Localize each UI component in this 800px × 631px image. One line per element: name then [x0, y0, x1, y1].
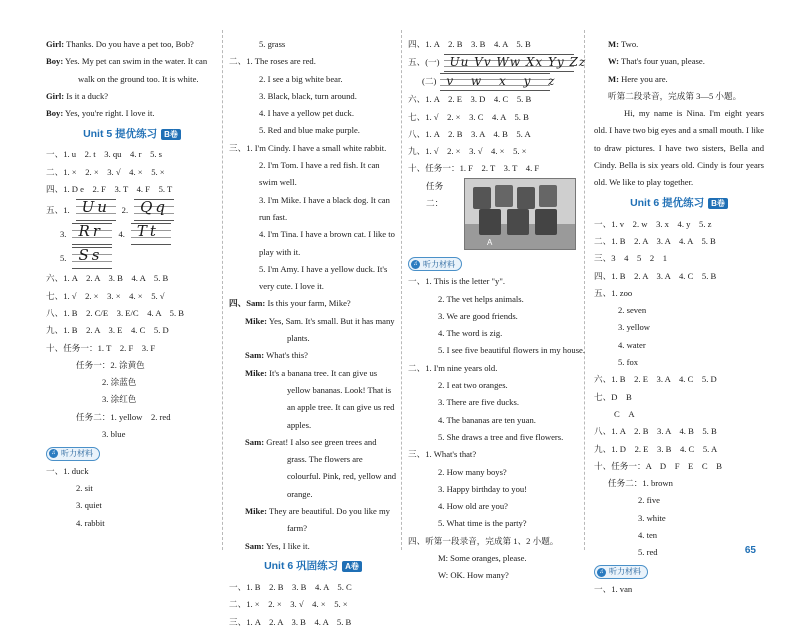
dialog-line: Sam: What's this? [245, 350, 308, 361]
answer-line: 七、1. √ 2. × 3. C 4. A 5. B [408, 111, 529, 122]
dialog-line: Sam: Great! I also see green trees and grass. The flowers are colourful. Pink, red, yellow and orange. [245, 436, 397, 499]
handwriting-row: 3. Rr 4. Tt [46, 222, 218, 246]
answer-line: 5. fox [618, 357, 639, 368]
page-number: 65 [744, 545, 756, 556]
answer-line: 一、1. v 2. w 3. x 4. y 5. z [594, 218, 712, 229]
answer-line: 任务二：1. brown [608, 478, 673, 489]
column-2 [229, 36, 397, 631]
column-1 [46, 36, 218, 532]
answer-line: 七、1. √ 2. × 3. × 4. × 5. √ [46, 290, 165, 301]
listening-material-tag: ♫ 听力材料 [594, 565, 648, 579]
dialog-line: Mike: Yes, Sam. It's small. But it has many plants. [245, 315, 395, 344]
dialog-line: Sam: Yes, I like it. [245, 540, 310, 551]
column-divider [222, 30, 223, 550]
dialog-line: W: That's four yuan, please. [608, 56, 705, 67]
dialog-line: Boy: Yes. My pet can swim in the water. It can walk on the ground too. It is white. [46, 56, 208, 84]
answer-line: 三、3 4 5 2 1 [594, 253, 668, 264]
listen-note: 听第二段录音，完成第 3—5 小题。 [608, 90, 742, 101]
listen-line: 5. She draws a tree and five flowers. [438, 431, 564, 442]
answer-line: 任务二：1. yellow 2. red [76, 411, 171, 422]
listen-line: 4. I have a yellow pet duck. [259, 108, 354, 119]
listen-line: 2. How many boys? [438, 466, 507, 477]
listen-line: 一、1. van [594, 584, 633, 595]
listen-line: 一、1. duck [46, 465, 89, 476]
dialog-line: Girl: Is it a duck? [46, 90, 109, 101]
listen-passage: Hi, my name is Nina. I'm eight years old. I have two big eyes and a small mouth. I like to draw pictures. I have two sisters, Bella and Cindy. Bella is six years old. Cindy is four years old. We like to play together. [594, 108, 764, 188]
listen-line: 5. grass [259, 39, 286, 49]
listen-line: 4. I'm Tina. I have a brown cat. I like to play with it. [259, 229, 395, 257]
unit-badge: A卷 [342, 561, 362, 572]
answer-line: 二、1. B 2. A 3. A 4. A 5. B [594, 235, 716, 246]
answer-line: 五、1. zoo [594, 287, 633, 298]
answer-line: 八、1. B 2. C/E 3. E/C 4. A 5. B [46, 307, 184, 318]
answer-line: 十、任务一：A D F E C B [594, 460, 722, 471]
answer-line: 4. ten [638, 530, 658, 541]
listen-line: 三、1. What's that? [408, 449, 477, 460]
svg-text:A: A [487, 237, 493, 247]
listen-line: 二、1. The roses are red. [229, 56, 316, 67]
column-divider [401, 30, 402, 550]
column-divider [584, 30, 585, 550]
answer-line: 2. seven [618, 305, 647, 316]
answer-line: 六、1. A 2. E 3. D 4. C 5. B [408, 94, 532, 105]
answer-line: C A [614, 408, 635, 419]
answer-line: 2. 涂蓝色 [102, 377, 137, 388]
answer-line: 十、任务一：1. F 2. T 3. T 4. F [408, 163, 540, 174]
handwriting-row: (二) v w x y z [408, 72, 576, 91]
answer-line: 八、1. A 2. B 3. A 4. B 5. A [408, 128, 531, 139]
answer-line: 5. red [638, 547, 658, 558]
listen-line: 三、1. I'm Cindy. I have a small white rabbit. [229, 142, 387, 153]
answer-line: 四、1. A 2. B 3. B 4. A 5. B [408, 39, 531, 49]
listen-line: 5. What time is the party? [438, 518, 527, 529]
answer-line: 3. yellow [618, 322, 650, 333]
listen-line: 2. I'm Tom. I have a red fish. It can swim well. [259, 160, 380, 188]
listen-line: 2. I eat two oranges. [438, 380, 508, 391]
listening-material-tag: ♫ 听力材料 [46, 447, 100, 461]
listen-line: 4. rabbit [76, 517, 105, 528]
listen-line: M: Some oranges, please. [438, 553, 527, 564]
answer-line: 3. blue [102, 429, 126, 440]
answer-line: 七、D B [594, 391, 632, 402]
column-3 [408, 36, 587, 585]
listen-line: 5. I see five beautiful flowers in my house. [438, 345, 586, 356]
answer-line: 4. water [618, 339, 646, 350]
answer-line: 一、1. B 2. B 3. B 4. A 5. C [229, 581, 352, 592]
listen-line: 3. We are good friends. [438, 310, 518, 321]
answer-line: 九、1. √ 2. × 3. √ 4. × 5. × [408, 146, 527, 157]
listen-line: 5. I'm Amy. I have a yellow duck. It's very cute. I love it. [259, 263, 388, 292]
answer-line: 二、1. × 2. × 3. √ 4. × 5. × [46, 166, 165, 177]
listen-line: 4. The bananas are ten yuan. [438, 414, 536, 425]
listen-line: 3. Happy birthday to you! [438, 483, 528, 494]
listen-line: 3. quiet [76, 500, 102, 511]
headphone-icon: ♫ [49, 449, 58, 458]
answer-line: 六、1. A 2. A 3. B 4. A 5. B [46, 273, 169, 284]
listen-line: 四、听第一段录音，完成第 1、2 小题。 [408, 535, 559, 546]
listen-line: 4. How old are you? [438, 501, 508, 512]
unit-heading: Unit 6 提优练习 B卷 [594, 192, 764, 216]
classroom-seats-picture [464, 178, 576, 250]
listen-line: 5. Red and blue make purple. [259, 125, 360, 136]
listen-line: 3. I'm Mike. I have a black dog. It can run fast. [259, 194, 390, 222]
dialog-line: 四、Sam: Is this your farm, Mike? [229, 298, 351, 309]
unit-heading: Unit 6 巩固练习 A卷 [229, 555, 397, 579]
handwriting-row: 五、(一) Uu Vv Ww Xx Yy Zz [408, 53, 576, 72]
listen-line: 3. Black, black, turn around. [259, 90, 357, 101]
listen-line: 2. sit [76, 483, 93, 494]
headphone-icon: ♫ [597, 568, 606, 577]
unit-badge: B卷 [708, 198, 728, 209]
listen-line: 2. I see a big white bear. [259, 73, 343, 84]
handwriting-row: 五、1. Uu 2. Qq [46, 198, 218, 222]
column-4 [594, 36, 764, 598]
dialog-line: Mike: They are beautiful. Do you like my farm? [245, 506, 390, 534]
listening-material-tag: ♫ 听力材料 [408, 257, 462, 271]
listen-line: 2. The vet helps animals. [438, 293, 524, 304]
answer-line: 一、1. u 2. t 3. qu 4. r 5. s [46, 149, 163, 160]
unit-badge: B卷 [161, 129, 181, 140]
answer-line: 3. 涂红色 [102, 394, 137, 405]
answer-line: 十、任务一：1. T 2. F 3. F [46, 342, 156, 353]
dialog-line: Boy: Yes, you're right. I love it. [46, 108, 155, 119]
headphone-icon: ♫ [411, 260, 420, 269]
answer-line: 二、1. × 2. × 3. √ 4. × 5. × [229, 599, 348, 610]
answer-line: 四、1. B 2. A 3. A 4. C 5. B [594, 270, 717, 281]
answer-line: 3. white [638, 512, 666, 523]
task-two-row: 任务二： A [408, 178, 576, 254]
answer-line: 九、1. D 2. E 3. B 4. C 5. A [594, 443, 718, 454]
answer-line: 四、1. D e 2. F 3. T 4. F 5. T [46, 184, 173, 195]
answer-line: 六、1. B 2. E 3. A 4. C 5. D [594, 374, 717, 385]
handwriting-row: 5. Ss [46, 246, 218, 270]
listen-line: 4. The word is zig. [438, 328, 503, 339]
answer-line: 八、1. A 2. B 3. A 4. B 5. B [594, 426, 717, 437]
answer-line: 九、1. B 2. A 3. E 4. C 5. D [46, 325, 169, 336]
unit-heading: Unit 5 提优练习 B卷 [46, 122, 218, 146]
answer-line: 三、1. A 2. A 3. B 4. A 5. B [229, 616, 352, 627]
listen-line: 二、1. I'm nine years old. [408, 362, 498, 373]
listen-line: 3. There are five ducks. [438, 397, 519, 408]
dialog-line: M: Two. [608, 39, 639, 49]
dialog-line: Mike: It's a banana tree. It can give us yellow bananas. Look! That is an apple tree. It can give us red apples. [245, 367, 395, 430]
listen-line: 一、1. This is the letter "y". [408, 276, 505, 287]
listen-line: W: OK. How many? [438, 570, 509, 581]
dialog-line: Girl: Thanks. Do you have a pet too, Bob? [46, 39, 194, 49]
answer-line: 任务一：2. 涂黄色 [76, 359, 145, 370]
answer-line: 2. five [638, 495, 660, 506]
dialog-line: M: Here you are. [608, 73, 668, 84]
